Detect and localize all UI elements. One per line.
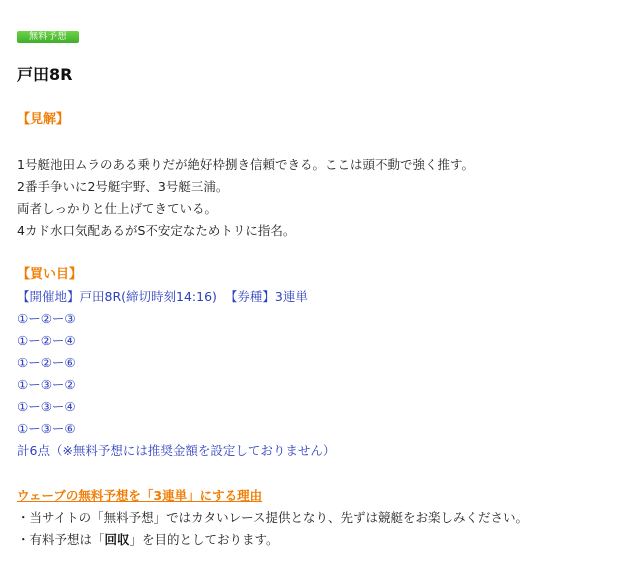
combo-3: ①ー②ー⑥ xyxy=(17,355,76,370)
venue-label: 【開催地】 xyxy=(17,289,80,304)
view-line-3: 両者しっかりと仕上げてきている。 xyxy=(17,201,218,216)
ticket-label: 【券種】 xyxy=(224,289,275,304)
view-line-4: 4カド水口気配あるがS不安定なためトリに指名。 xyxy=(17,223,296,238)
buy-info-row xyxy=(17,288,308,306)
venue-value: 戸田8R(締切時刻14:16) xyxy=(79,289,217,304)
free-prediction-badge: 無料予想 xyxy=(17,31,79,43)
reason-line-1: ・当サイトの「無料予想」ではカタいレース提供となり、先ずは競艇をお楽しみください。 xyxy=(17,510,529,525)
reason-line-2-prefix: ・有料予想は「 xyxy=(17,532,105,547)
reason-line-2 xyxy=(17,531,279,549)
view-heading: 【見解】 xyxy=(17,112,70,127)
view-line-1: 1号艇池田ムラのある乗りだが絶好枠捌き信頼できる。ここは頭不動で強く推す。 xyxy=(17,157,474,172)
combo-4: ①ー③ー② xyxy=(17,377,76,392)
reason-line-2-suffix: 」を目的としております。 xyxy=(129,532,279,547)
ticket-value: 3連単 xyxy=(274,289,308,304)
reason-heading: ウェーブの無料予想を「3連単」にする理由 xyxy=(17,488,263,503)
reason-line-2-bold: 回収 xyxy=(104,532,130,547)
combo-total: 計6点（※無料予想には推奨金額を設定しておりません） xyxy=(17,443,336,458)
combo-1: ①ー②ー③ xyxy=(17,311,76,326)
combo-2: ①ー②ー④ xyxy=(17,333,76,348)
combo-5: ①ー③ー④ xyxy=(17,399,76,414)
view-line-2: 2番手争いに2号艇宇野、3号艇三浦。 xyxy=(17,179,229,194)
buy-heading: 【買い目】 xyxy=(17,267,83,282)
race-title: 戸田8R xyxy=(17,65,73,84)
combo-6: ①ー③ー⑥ xyxy=(17,421,76,436)
